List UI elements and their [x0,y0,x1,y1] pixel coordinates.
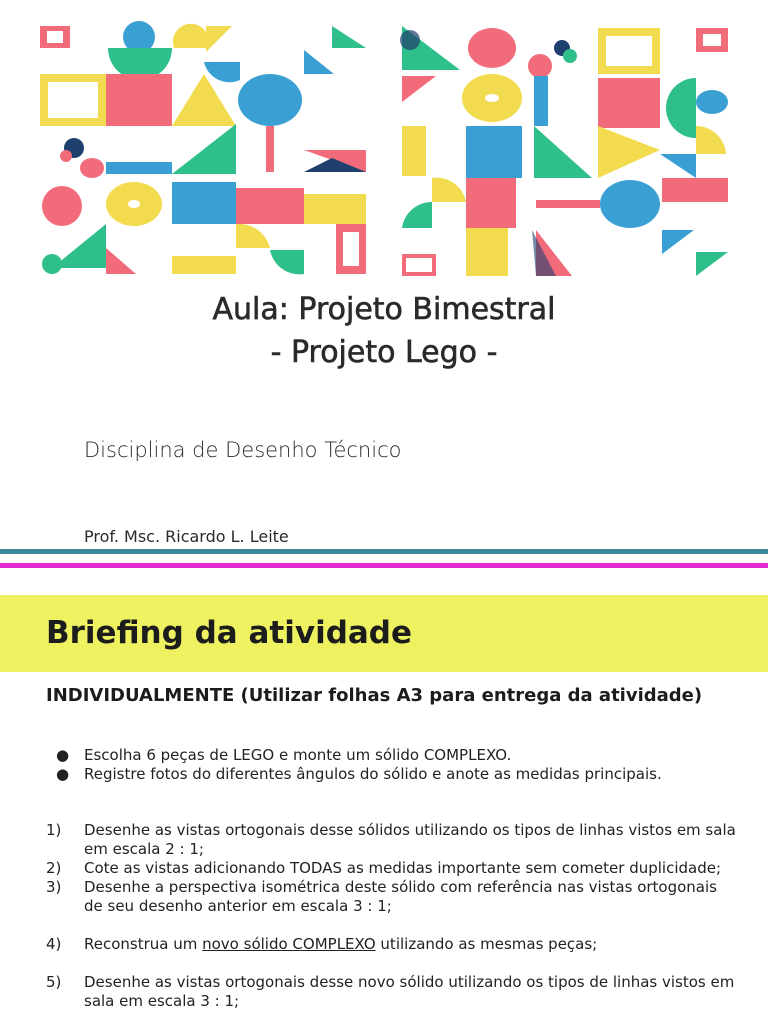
bullet-icon: ● [56,765,70,783]
list-item [46,878,736,916]
list-item [46,859,736,878]
bullet-icon: ● [56,746,70,764]
teal-divider [0,549,768,554]
step-text: Desenhe as vistas ortogonais desse novo sólido utilizando os tipos de linhas vistos em sala em escala 3 : 1; [84,973,735,1010]
briefing-heading: Briefing da atividade [46,615,413,651]
underlined-text: novo sólido COMPLEXO [202,935,376,953]
step-number: 5) [46,973,62,991]
cover-title-line1: Aula: Projeto Bimestral [212,292,556,327]
briefing-slide [0,595,768,1024]
list-item [46,821,736,859]
individual-instructions-heading: INDIVIDUALMENTE (Utilizar folhas A3 para entrega da atividade) [46,685,703,706]
heading-highlight-bar [0,595,768,672]
course-subtitle: Disciplina de Desenho Técnico [84,438,402,462]
professor-name: Prof. Msc. Ricardo L. Leite [84,527,289,546]
list-item: ● Escolha 6 peças de LEGO e monte um sólido COMPLEXO. [56,746,512,764]
step-text: Cote as vistas adicionando TODAS as medidas importante sem cometer duplicidade; [84,859,722,877]
numbered-list [46,821,736,1011]
step-text: Desenhe as vistas ortogonais desse sólidos utilizando os tipos de linhas vistos em sala em escala 2 : 1; [84,821,736,858]
list-item: ● Registre fotos do diferentes ângulos do sólido e anote as medidas principais. [56,765,662,783]
geometric-banner-illustration [36,18,732,280]
step-text: Reconstrua um novo sólido COMPLEXO utilizando as mesmas peças; [84,935,598,953]
step-number: 3) [46,878,62,896]
magenta-divider [0,563,768,568]
cover-title-line2: - Projeto Lego - [270,335,498,370]
step-number: 2) [46,859,62,877]
list-item [46,935,736,954]
step-number: 1) [46,821,62,839]
bullet-list [46,746,736,784]
list-item [46,973,736,1011]
step-text: Desenhe a perspectiva isométrica deste sólido com referência nas vistas ortogonais de seu desenho anterior em escala 3 : 1; [84,878,717,915]
step-number: 4) [46,935,62,953]
